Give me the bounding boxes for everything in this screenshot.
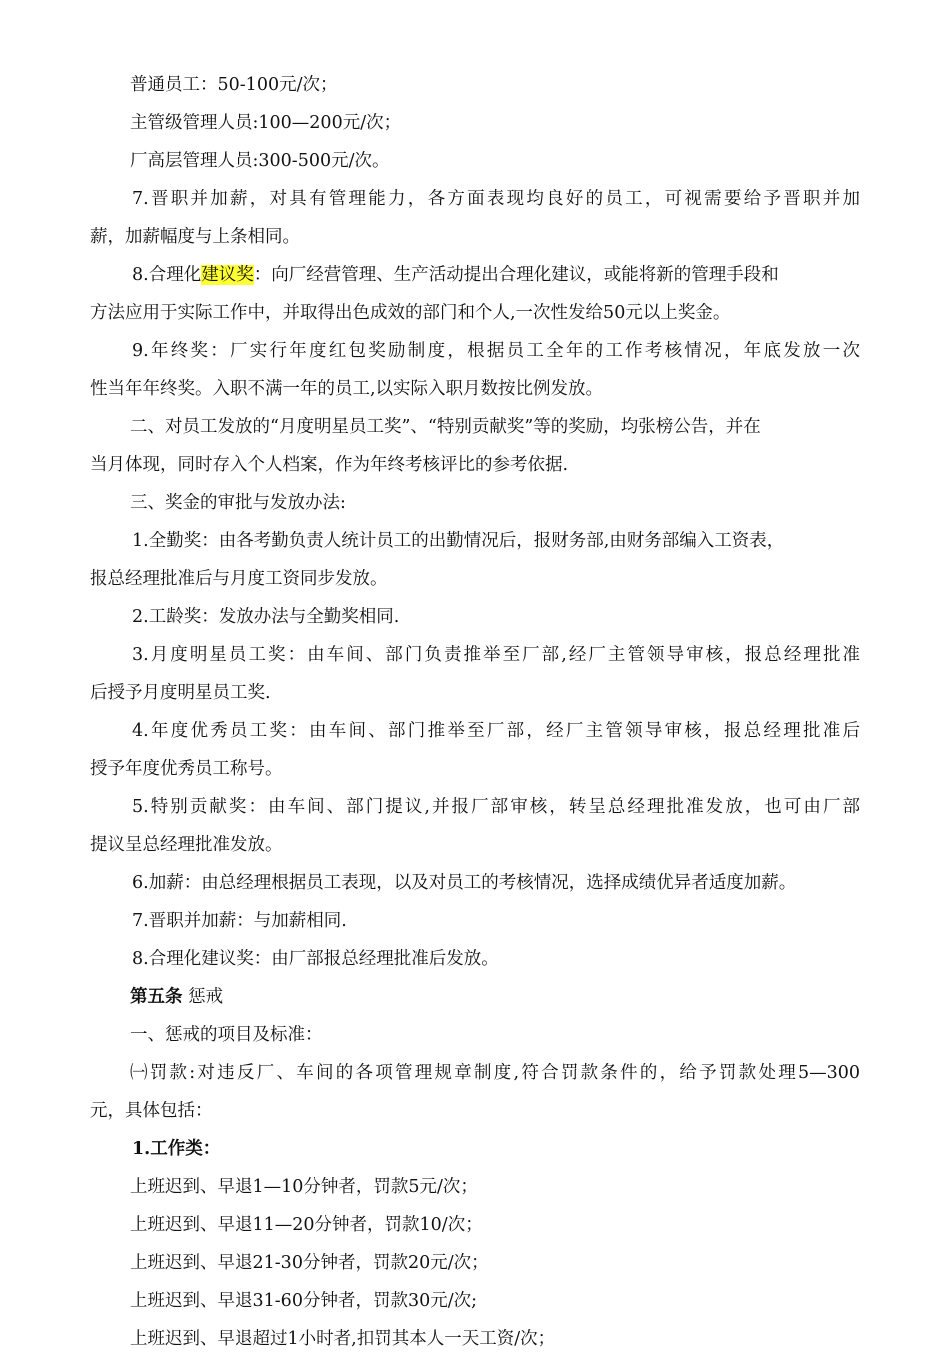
article-number: 第五条 xyxy=(130,987,183,1007)
text-line: 厂高层管理人员:300-500元/次。 xyxy=(130,151,390,171)
section-two-line-2: 当月体现，同时存入个人档案，作为年终考核评比的参考依据. xyxy=(90,455,569,475)
article-title: 惩戒 xyxy=(182,987,224,1007)
penalty-section-heading: 一、惩戒的项目及标准： xyxy=(130,1025,323,1045)
approval-item-4-line-1: 4.年度优秀员工奖：由车间、部门推举至厂部，经厂主管领导审核，报总经理批准后 xyxy=(132,721,860,741)
paragraph-item-8-line-1 xyxy=(90,256,860,294)
work-category-heading: 1.工作类： xyxy=(132,1139,221,1159)
paragraph-item-9-line-2: 性当年年终奖。入职不满一年的员工,以实际入职月数按比例发放。 xyxy=(90,379,604,399)
approval-item-4-line-2: 授予年度优秀员工称号。 xyxy=(90,759,283,779)
text-segment: ：向厂经营管理、生产活动提出合理化建议，或能将新的管理手段和 xyxy=(253,265,779,285)
fine-rule: 上班迟到、早退11—20分钟者，罚款10/次； xyxy=(130,1215,483,1235)
approval-item-2: 2.工龄奖：发放办法与全勤奖相同. xyxy=(132,607,400,627)
approval-item-7: 7.晋职并加薪：与加薪相同. xyxy=(132,911,347,931)
fine-rule: 上班迟到、早退1—10分钟者，罚款5元/次； xyxy=(130,1177,478,1197)
approval-item-3-line-2: 后授予月度明星员工奖. xyxy=(90,683,271,703)
fine-clause-line-2: 元，具体包括： xyxy=(90,1101,213,1121)
paragraph-item-9-line-1: 9.年终奖：厂实行年度红包奖励制度，根据员工全年的工作考核情况，年底发放一次 xyxy=(132,341,860,361)
fine-clause-line-1: ㈠罚款:对违反厂、车间的各项管理规章制度,符合罚款条件的，给予罚款处理5—300 xyxy=(130,1063,860,1083)
text-segment: 8.合理化 xyxy=(132,265,202,285)
approval-item-1-line-2: 报总经理批准后与月度工资同步发放。 xyxy=(90,569,388,589)
paragraph-item-7-line-1: 7.晋职并加薪，对具有管理能力，各方面表现均良好的员工，可视需要给予晋职并加 xyxy=(132,189,860,209)
approval-item-6: 6.加薪：由总经理根据员工表现，以及对员工的考核情况，选择成绩优异者适度加薪。 xyxy=(132,873,797,893)
fine-rule: 上班迟到、早退超过1小时者,扣罚其本人一天工资/次； xyxy=(130,1329,556,1349)
text-line: 普通员工：50-100元/次； xyxy=(130,75,338,95)
approval-item-5-line-2: 提议呈总经理批准发放。 xyxy=(90,835,283,855)
text-line: 主管级管理人员:100—200元/次； xyxy=(130,113,402,133)
section-three-heading: 三、奖金的审批与发放办法: xyxy=(130,493,346,513)
fine-rule: 上班迟到、早退21-30分钟者，罚款20元/次； xyxy=(130,1253,489,1273)
paragraph-item-8-line-2: 方法应用于实际工作中，并取得出色成效的部门和个人,一次性发给50元以上奖金。 xyxy=(90,303,731,323)
highlighted-term: 建议奖 xyxy=(201,265,254,285)
approval-item-8: 8.合理化建议奖：由厂部报总经理批准后发放。 xyxy=(132,949,499,969)
approval-item-3-line-1: 3.月度明星员工奖：由车间、部门负责推举至厂部,经厂主管领导审核，报总经理批准 xyxy=(132,645,860,665)
fine-rule: 上班迟到、早退31-60分钟者，罚款30元/次; xyxy=(130,1291,478,1311)
article-five-heading xyxy=(90,978,860,1016)
approval-item-1-line-1: 1.全勤奖：由各考勤负责人统计员工的出勤情况后，报财务部,由财务部编入工资表， xyxy=(132,531,785,551)
paragraph-item-7-line-2: 薪，加薪幅度与上条相同。 xyxy=(90,227,300,247)
approval-item-5-line-1: 5.特别贡献奖：由车间、部门提议,并报厂部审核，转呈总经理批准发放，也可由厂部 xyxy=(132,797,860,817)
section-two-line-1: 二、对员工发放的“月度明星员工奖”、“特别贡献奖”等的奖励，均张榜公告，并在 xyxy=(130,417,761,437)
document-body xyxy=(90,66,860,1358)
